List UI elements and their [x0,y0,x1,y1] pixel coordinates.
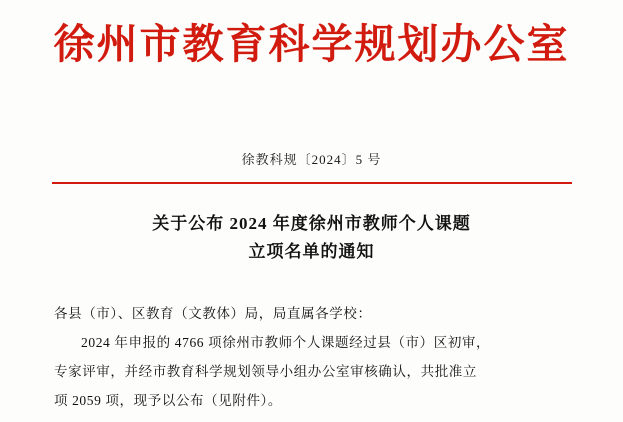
document-title-line-1: 关于公布 2024 年度徐州市教师个人课题 [152,214,471,234]
document-body [54,300,569,414]
body-paragraph-line-2: 专家评审，并经市教育科学规划领导小组办公室审核确认，共批准立 [54,364,477,380]
document-title [0,210,623,266]
red-divider-rule [52,182,572,184]
salutation-line: 各县（市）、区教育（文教体）局，局直属各学校： [54,306,372,322]
body-paragraph-line-3: 项 2059 项，现予以公布（见附件）。 [54,393,282,409]
document-title-line-2: 立项名单的通知 [248,242,375,262]
document-number: 徐教科规〔2024〕5 号 [241,152,382,168]
document-header-title: 徐州市教育科学规划办公室 [53,20,570,68]
body-paragraph-line-1: 2024 年申报的 4766 项徐州市教师个人课题经过县（市）区初审， [81,335,491,351]
